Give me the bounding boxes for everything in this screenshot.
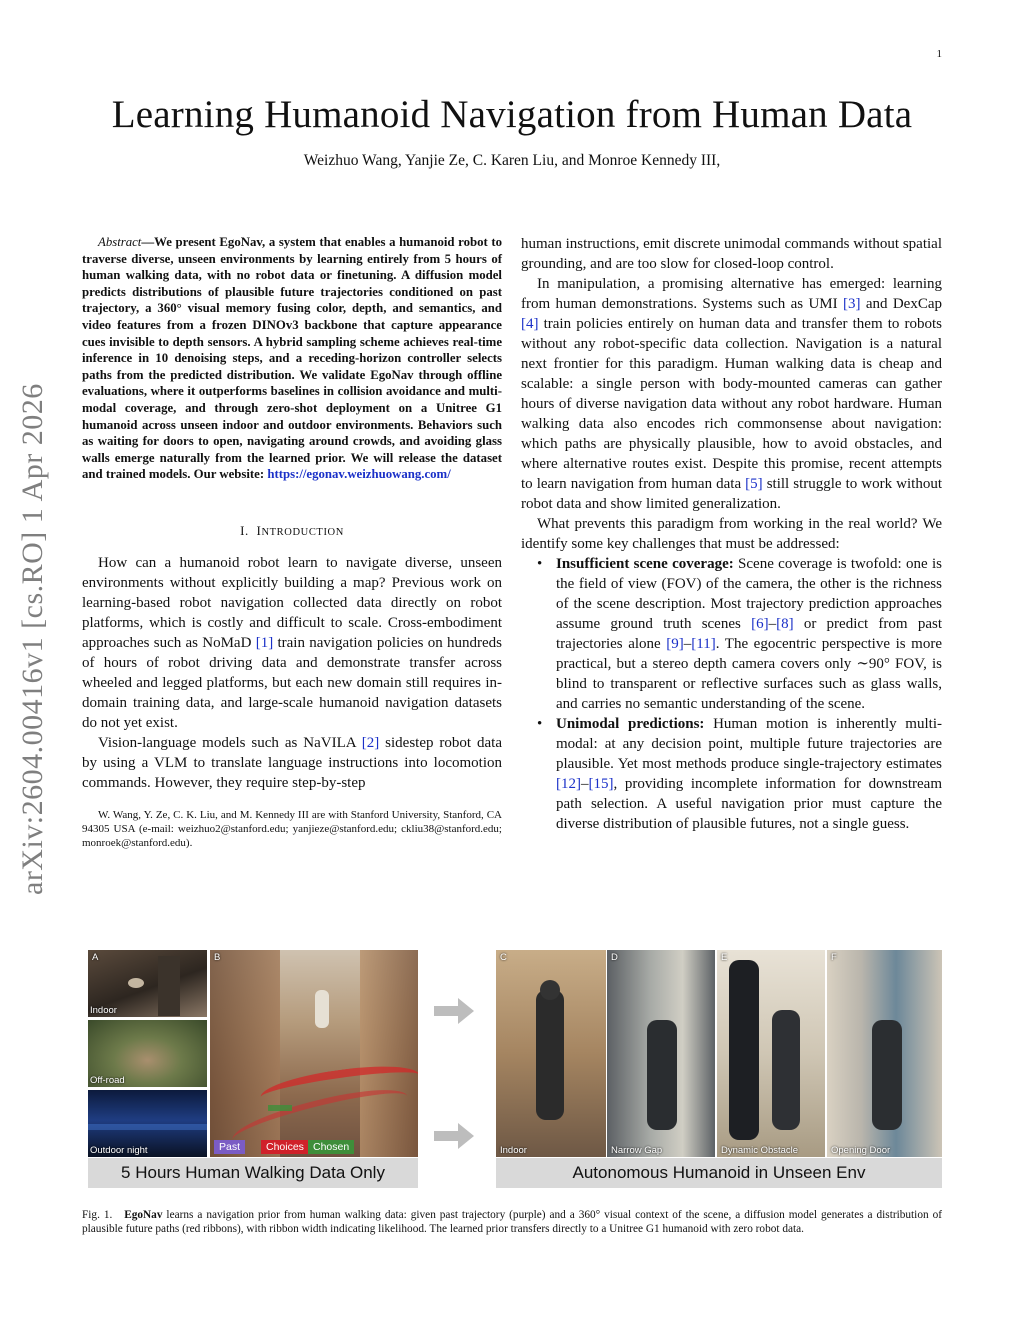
panel-letter-e: E [721, 952, 728, 963]
text-run: – [768, 616, 777, 632]
citation-link[interactable]: [1] [255, 634, 274, 651]
text-run: Vision-language models such as NaVILA [98, 734, 362, 751]
panel-letter-d: D [611, 952, 618, 963]
text-run: human instructions, emit discrete unimodal commands without spatial grounding, and are too slow for closed-loop control. [521, 236, 942, 272]
caption-bar-right: Autonomous Humanoid in Unseen Env [496, 1158, 942, 1188]
text-run: – [683, 636, 692, 652]
section-numeral: I. [240, 522, 249, 538]
tag-opening-door: Opening Door [831, 1145, 891, 1156]
text-run: In manipulation, a promising alternative has emerged: learning from human demonstrations. Systems such as UMI [521, 276, 942, 312]
photo-360-visual-memory [210, 950, 418, 1157]
body-paragraph [521, 274, 942, 514]
figure-1 [86, 948, 942, 1188]
left-column [82, 234, 502, 850]
citation-link[interactable]: [12] [556, 776, 581, 792]
photo-robot-indoor [496, 950, 606, 1157]
citation-link[interactable]: [8] [776, 616, 794, 632]
text-run: Human motion is inherently multi-modal: at any decision point, multiple future trajectories are plausible. Yet most methods produce single-trajectory estimates [556, 716, 942, 772]
tag-indoor-left: Indoor [90, 1005, 117, 1016]
bullet-icon: • [537, 556, 543, 572]
citation-link[interactable]: [3] [842, 296, 861, 312]
challenge-item [521, 554, 942, 714]
panel-letter-a: A [92, 952, 99, 963]
arrow-right-icon [434, 1123, 474, 1149]
intro-paragraphs-left [82, 553, 502, 793]
section-rest: NTRODUCTION [261, 526, 344, 538]
text-run: still struggle to work without robot data and show limited generalization. [521, 476, 942, 512]
right-column [521, 234, 942, 834]
challenge-list [521, 554, 942, 834]
text-run: or predict from past trajectories alone [556, 616, 942, 652]
text-run: What prevents this paradigm from working in the real world? We identify some key challenges that must be addressed: [521, 516, 942, 552]
citation-link[interactable]: [4] [521, 316, 539, 332]
body-paragraph [521, 514, 942, 554]
body-paragraph [521, 234, 942, 274]
citation-link[interactable]: [6] [751, 616, 769, 632]
panel-letter-c: C [500, 952, 507, 963]
arxiv-identifier: arXiv:2604.00416v1 [cs.RO] 1 Apr 2026 [16, 383, 49, 895]
tag-dynamic-obstacle: Dynamic Obstacle [721, 1145, 799, 1156]
figure-caption-text: learns a navigation prior from human walking data: given past trajectory (purple) and a 360° visual context of the scene, a diffusion model generates a distribution of plausible future paths (red ribbons), with ribbon width indicating likelihood. The learned prior transfers directly to a Unitree G1 humanoid with zero robot data. [82, 1209, 942, 1235]
citation-link[interactable]: [5] [745, 476, 763, 492]
panel-letter-f: F [831, 952, 837, 963]
intro-paragraphs-right [521, 234, 942, 554]
arrow-right-icon [434, 998, 474, 1024]
body-paragraph [82, 553, 502, 733]
text-run: . The egocentric perspective is more practical, but a stereo depth camera covers only ∼90° FOV, is blind to transparent or reflective surfaces such as glass walls, and carries no semantic understanding of the scene. [556, 636, 942, 712]
text-run: train policies entirely on human data and transfer them to robots without any robot-specific data collection. Navigation is a natural next frontier for this paradigm. Human walking data is cheap and scalable: a single person with body-mounted cameras can gather hours of diverse navigation data without any robot hardware. Human walking data also encodes rich commonsense about navigation: which paths are physically plausible, how to avoid obstacles, and where alternative routes exist. Despite this promise, recent attempts to learn navigation from human data [521, 316, 942, 492]
abstract-dash: — [141, 235, 155, 249]
legend-chosen: Chosen [308, 1140, 354, 1154]
citation-link[interactable]: [11] [691, 636, 716, 652]
challenge-item [521, 714, 942, 834]
section-initial: I [256, 522, 262, 538]
abstract-text: We present EgoNav, a system that enables a humanoid robot to traverse diverse, unseen environments by learning entirely from 5 hours of human walking data, with no robot data or finetuning. A diffusion model predicts distributions of plausible future trajectories conditioned on past trajectory, a 360° visual memory fusing color, depth, and semantics, and video features from a frozen DINOv3 backbone that capture appearance cues invisible to depth sensors. A hybrid sampling scheme achieves real-time inference in 10 denoising steps, and a receding-horizon controller selects paths from the predicted distribution. We validate EgoNav through offline evaluations, where it outperforms baselines in collision avoidance and multi-modal coverage, and through zero-shot deployment on a Unitree G1 humanoid across unseen indoor and outdoor environments. Behaviors such as waiting for doors to open, navigating around crowds, and avoiding glass walls emerge naturally from the learned prior. We will release the dataset and trained models. Our website: [82, 235, 502, 482]
text-run: sidestep robot data by using a VLM to translate language instructions into locomotion commands. However, they require step-by-step [82, 734, 502, 791]
caption-bar-left: 5 Hours Human Walking Data Only [88, 1158, 418, 1188]
citation-link[interactable]: [9] [666, 636, 684, 652]
figure-caption-bold: EgoNav [124, 1209, 163, 1221]
citation-link[interactable]: [15] [588, 776, 614, 792]
abstract-lead: Abstract [98, 235, 142, 249]
bullet-icon: • [537, 716, 543, 732]
citation-link[interactable]: [2] [361, 734, 380, 751]
panel-letter-b: B [214, 952, 221, 963]
abstract [82, 234, 502, 483]
text-run: train navigation policies on hundreds of hours of robot driving data and demonstrate transfer across wheeled and legged platforms, but each new domain still requires in-domain training data, and large-scale humanoid navigation datasets do not yet exist. [82, 634, 502, 731]
photo-robot-narrow-gap [607, 950, 715, 1157]
figure-caption [82, 1208, 942, 1236]
challenge-title: Insufficient scene coverage: [556, 556, 734, 572]
legend-choices: Choices [261, 1140, 309, 1154]
author-list: Weizhuo Wang, Yanjie Ze, C. Karen Liu, and Monroe Kennedy III, [303, 152, 721, 169]
legend-past: Past [214, 1140, 245, 1154]
tag-indoor-right: Indoor [500, 1145, 527, 1156]
text-run: and DexCap [860, 296, 942, 312]
text-run: , providing incomplete information for downstream path selection. A useful navigation prior must capture the diverse distribution of plausible futures, not a single guess. [556, 776, 942, 832]
text-run: – [581, 776, 589, 792]
tag-off-road: Off-road [90, 1075, 125, 1086]
photo-robot-dynamic-obstacle [717, 950, 825, 1157]
photo-robot-opening-door [827, 950, 942, 1157]
tag-narrow-gap: Narrow Gap [611, 1145, 663, 1156]
affiliation-footnote: W. Wang, Y. Ze, C. K. Liu, and M. Kennedy III are with Stanford University, Stanford, CA 94305 USA (e-mail: weizhuo2@stanford.edu; yanjieze@stanford.edu; ckliu38@stanford.edu; monroek@stanford.edu). [82, 808, 502, 849]
paper-title: Learning Humanoid Navigation from Human Data [111, 93, 913, 136]
challenge-title: Unimodal predictions: [556, 716, 705, 732]
tag-outdoor-night: Outdoor night [90, 1145, 148, 1156]
website-link[interactable]: https://egonav.weizhuowang.com/ [267, 467, 451, 482]
body-paragraph [82, 733, 502, 793]
text-run: How can a humanoid robot learn to navigate diverse, unseen environments without explicitly building a map? Previous work on learning-based robot navigation collected data directly on robot platforms, which is costly and difficult to scale. Cross-embodiment approaches such as NoMaD [82, 554, 502, 651]
text-run: Scene coverage is twofold: one is the field of view (FOV) of the camera, the other is the richness of the scene description. Most trajectory prediction approaches assume ground truth scenes [556, 556, 942, 632]
figure-label: Fig. 1. [82, 1209, 113, 1221]
section-heading-introduction [82, 523, 502, 539]
page-number: 1 [936, 48, 942, 60]
